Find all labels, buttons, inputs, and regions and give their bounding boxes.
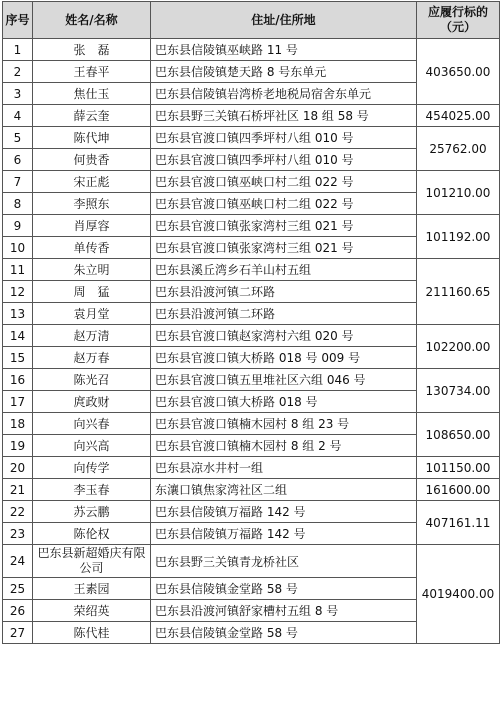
row-name: 庹政财 [33, 391, 151, 413]
row-number: 11 [3, 259, 33, 281]
row-name: 周 猛 [33, 281, 151, 303]
amount-cell: 108650.00 [417, 413, 500, 457]
row-name: 焦仕玉 [33, 83, 151, 105]
row-address: 巴东县信陵镇巫峡路 11 号 [151, 39, 417, 61]
header-name: 姓名/名称 [33, 2, 151, 39]
row-number: 14 [3, 325, 33, 347]
row-name: 李玉春 [33, 479, 151, 501]
row-number: 16 [3, 369, 33, 391]
row-name: 陈光召 [33, 369, 151, 391]
row-number: 24 [3, 545, 33, 578]
table-row [3, 457, 500, 479]
row-name: 向兴高 [33, 435, 151, 457]
row-name: 何贵香 [33, 149, 151, 171]
amount-cell: 25762.00 [417, 127, 500, 171]
row-address: 巴东县沿渡河镇舒家槽村五组 8 号 [151, 600, 417, 622]
header-address: 住址/住所地 [151, 2, 417, 39]
row-name: 朱立明 [33, 259, 151, 281]
row-number: 23 [3, 523, 33, 545]
amount-cell: 102200.00 [417, 325, 500, 369]
row-number: 22 [3, 501, 33, 523]
row-number: 8 [3, 193, 33, 215]
row-address: 巴东县野三关镇青龙桥社区 [151, 545, 417, 578]
row-name: 陈代坤 [33, 127, 151, 149]
amount-cell: 161600.00 [417, 479, 500, 501]
table-row [3, 479, 500, 501]
row-name: 向传学 [33, 457, 151, 479]
row-name: 王春平 [33, 61, 151, 83]
row-name: 巴东县新超婚庆有限公司 [33, 545, 151, 578]
row-address: 巴东县官渡口镇大桥路 018 号 009 号 [151, 347, 417, 369]
row-address: 巴东县信陵镇金堂路 58 号 [151, 622, 417, 644]
row-address: 巴东县信陵镇万福路 142 号 [151, 501, 417, 523]
row-address: 巴东县官渡口镇四季坪村八组 010 号 [151, 149, 417, 171]
header-no: 序号 [3, 2, 33, 39]
row-address: 巴东县官渡口镇张家湾村三组 021 号 [151, 215, 417, 237]
table-row [3, 325, 500, 347]
row-name: 苏云鹏 [33, 501, 151, 523]
row-number: 5 [3, 127, 33, 149]
row-number: 21 [3, 479, 33, 501]
table-row [3, 545, 500, 578]
row-name: 肖厚容 [33, 215, 151, 237]
amount-cell: 403650.00 [417, 39, 500, 105]
row-address: 东瀼口镇焦家湾社区二组 [151, 479, 417, 501]
row-number: 17 [3, 391, 33, 413]
row-address: 巴东县溪丘湾乡石羊山村五组 [151, 259, 417, 281]
row-address: 巴东县官渡口镇楠木园村 8 组 2 号 [151, 435, 417, 457]
row-name: 陈伦权 [33, 523, 151, 545]
row-address: 巴东县官渡口镇大桥路 018 号 [151, 391, 417, 413]
row-name: 李照东 [33, 193, 151, 215]
row-address: 巴东县信陵镇万福路 142 号 [151, 523, 417, 545]
row-name: 王素园 [33, 578, 151, 600]
row-address: 巴东县官渡口镇张家湾村三组 021 号 [151, 237, 417, 259]
row-number: 18 [3, 413, 33, 435]
row-name: 向兴春 [33, 413, 151, 435]
row-address: 巴东县信陵镇岩湾桥老地税局宿舍东单元 [151, 83, 417, 105]
table-row [3, 171, 500, 193]
row-name: 赵万春 [33, 347, 151, 369]
header-row [3, 2, 500, 39]
row-number: 12 [3, 281, 33, 303]
table-row [3, 105, 500, 127]
amount-cell: 407161.11 [417, 501, 500, 545]
table-row [3, 39, 500, 61]
row-number: 20 [3, 457, 33, 479]
row-number: 10 [3, 237, 33, 259]
row-address: 巴东县沿渡河镇二环路 [151, 303, 417, 325]
row-address: 巴东县官渡口镇四季坪村八组 010 号 [151, 127, 417, 149]
row-address: 巴东县沿渡河镇二环路 [151, 281, 417, 303]
row-address: 巴东县野三关镇石桥坪社区 18 组 58 号 [151, 105, 417, 127]
row-address: 巴东县官渡口镇楠木园村 8 组 23 号 [151, 413, 417, 435]
row-number: 25 [3, 578, 33, 600]
row-number: 3 [3, 83, 33, 105]
row-name: 张 磊 [33, 39, 151, 61]
table-row [3, 127, 500, 149]
row-name: 薛云奎 [33, 105, 151, 127]
amount-cell: 211160.65 [417, 259, 500, 325]
row-address: 巴东县官渡口镇赵家湾村六组 020 号 [151, 325, 417, 347]
row-name: 陈代桂 [33, 622, 151, 644]
row-name: 宋正彪 [33, 171, 151, 193]
table-row [3, 215, 500, 237]
table-row [3, 259, 500, 281]
row-number: 7 [3, 171, 33, 193]
row-address: 巴东县凉水井村一组 [151, 457, 417, 479]
row-address: 巴东县信陵镇楚天路 8 号东单元 [151, 61, 417, 83]
amount-cell: 101192.00 [417, 215, 500, 259]
row-number: 6 [3, 149, 33, 171]
row-name: 单传香 [33, 237, 151, 259]
row-number: 15 [3, 347, 33, 369]
table-row [3, 369, 500, 391]
row-name: 赵万清 [33, 325, 151, 347]
amount-cell: 130734.00 [417, 369, 500, 413]
row-number: 27 [3, 622, 33, 644]
row-number: 9 [3, 215, 33, 237]
row-name: 袁月堂 [33, 303, 151, 325]
table-row [3, 413, 500, 435]
amount-cell: 101210.00 [417, 171, 500, 215]
row-number: 26 [3, 600, 33, 622]
row-address: 巴东县官渡口镇五里堆社区六组 046 号 [151, 369, 417, 391]
row-number: 1 [3, 39, 33, 61]
row-address: 巴东县官渡口镇巫峡口村二组 022 号 [151, 193, 417, 215]
row-number: 2 [3, 61, 33, 83]
amount-cell: 101150.00 [417, 457, 500, 479]
header-amount: 应履行标的（元） [417, 2, 500, 39]
table-row [3, 501, 500, 523]
row-address: 巴东县信陵镇金堂路 58 号 [151, 578, 417, 600]
row-number: 4 [3, 105, 33, 127]
amount-cell: 454025.00 [417, 105, 500, 127]
row-address: 巴东县官渡口镇巫峡口村二组 022 号 [151, 171, 417, 193]
row-number: 13 [3, 303, 33, 325]
judgment-debtor-table [2, 1, 500, 644]
row-name: 荣绍英 [33, 600, 151, 622]
row-number: 19 [3, 435, 33, 457]
amount-cell: 4019400.00 [417, 545, 500, 644]
